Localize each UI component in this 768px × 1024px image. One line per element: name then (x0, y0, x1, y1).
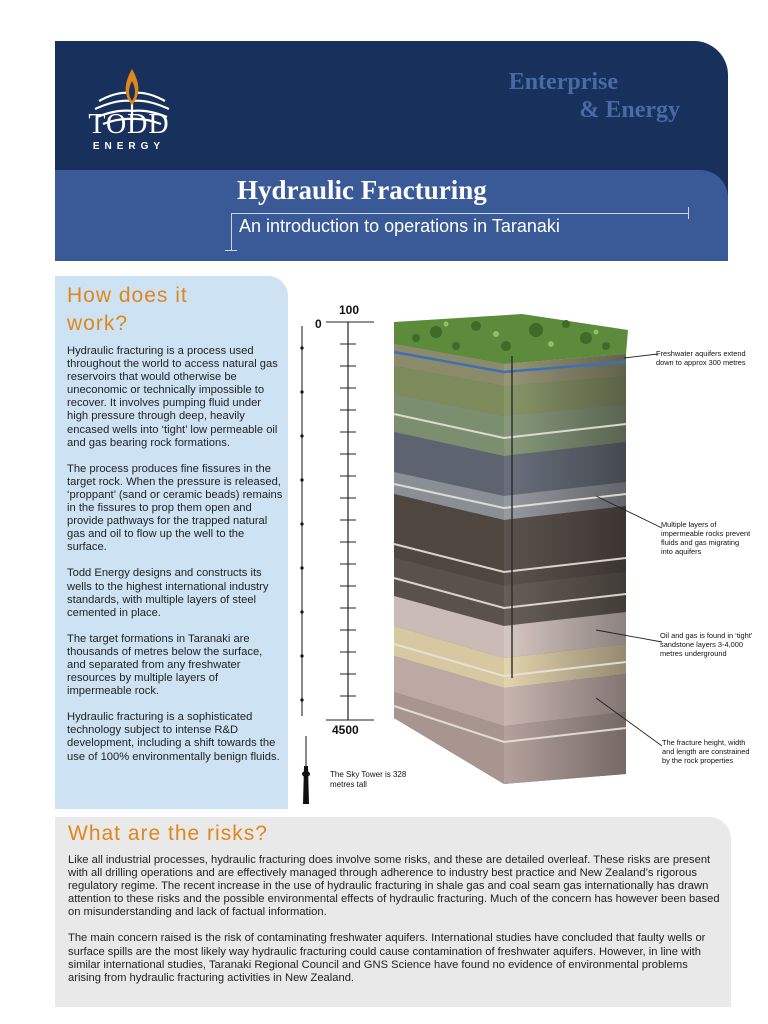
paragraph: Hydraulic fracturing is a process used throughout the world to access natural gas reservoirs that would otherwise be uneconomic or technically impossible to recover. It involves pumping fluid under high pressure through deep, heavily encased wells into ‘tight’ low permeable oil and gas bearing rock formations. (67, 345, 278, 449)
rock-block (394, 314, 628, 784)
title-rule (231, 213, 688, 214)
risks-heading: What are the risks? (68, 822, 268, 845)
page-subtitle: An introduction to operations in Taranaki (239, 216, 560, 236)
scale-label-zero: 0 (315, 317, 322, 331)
scale-label-bottom: 4500 (332, 723, 359, 737)
paragraph: The main concern raised is the risk of contaminating freshwater aquifers. International studies have concluded that faulty wells or surface spills are the most likely way hydraulic fracturing could cause contamination of freshwater aquifers. However, in line with similar international studies, Taranaki Regional Council and GNS Science have found no evidence of environmental problems arising from hydraulic fracturing activities in New Zealand. (68, 932, 706, 984)
paragraph: Hydraulic fracturing is a sophisticated technology subject to intense R&D development, including a shift towards the use of 100% environmentally benign fluids. (67, 711, 280, 763)
callout-freshwater: Freshwater aquifers extend down to approx 300 metres (656, 349, 746, 367)
mini-well-marker (300, 326, 303, 716)
callout-fracture-dimensions: The fracture height, width and length are constrained by the rock properties (662, 738, 750, 765)
paragraph: Todd Energy designs and constructs its wells to the highest international industry standards, with multiple layers of steel cemented in place. (67, 567, 269, 619)
risks-panel (55, 817, 731, 1007)
how-it-works-heading (67, 282, 267, 338)
how-it-works-panel (55, 276, 288, 809)
subtitle-rule (231, 213, 232, 251)
subtitle-rule-tick (225, 250, 237, 251)
callout-tight-sandstone: Oil and gas is found in ‘tight’ sandstone layers 3-4,000 metres underground (660, 631, 753, 658)
paragraph: Like all industrial processes, hydraulic fracturing does involve some risks, and these are detailed overleaf. These risks are present with all drilling operations and are effectively managed through adherence to industry best practice and New Zealand’s rigorous regulatory regime. The recent increase in the use of hydraulic fracturing in shale gas and coal seam gas internationally has drawn attention to these risks and the possible environmental effects of hydraulic fracturing. Much of the concern has however been based on misunderstanding and lack of factual information. (68, 854, 720, 919)
tagline-line-1: Enterprise (508, 69, 618, 95)
page-title: Hydraulic Fracturing (237, 175, 487, 205)
sky-tower-caption: The Sky Tower is 328 metres tall (330, 770, 407, 789)
sky-tower-icon (302, 736, 310, 804)
depth-scale (326, 322, 374, 720)
logo-wordmark: TODD (88, 109, 170, 140)
heading-line-1: How does it (67, 284, 188, 307)
tagline-line-2: & Energy (579, 97, 680, 123)
how-it-works-body (67, 345, 283, 777)
risks-body (68, 854, 720, 998)
heading-line-2: work? (67, 312, 129, 335)
header-banner (55, 41, 728, 261)
scale-label-top: 100 (339, 303, 360, 317)
title-rule-tick (688, 207, 689, 219)
paragraph: The target formations in Taranaki are thousands of metres below the surface, and separated from any freshwater resources by multiple layers of impermeable rock. (67, 632, 263, 698)
geology-diagram (296, 296, 766, 808)
paragraph: The process produces fine fissures in the target rock. When the pressure is released, ‘proppant’ (sand or ceramic beads) remains in the fissures to prop them open and provide pathways for the trapped natural gas and oil to flow up the well to the surface. (67, 462, 283, 554)
logo-subtext: ENERGY (92, 141, 166, 152)
callout-impermeable-layers: Multiple layers of impermeable rocks prevent fluids and gas migrating into aquifers (661, 520, 751, 556)
